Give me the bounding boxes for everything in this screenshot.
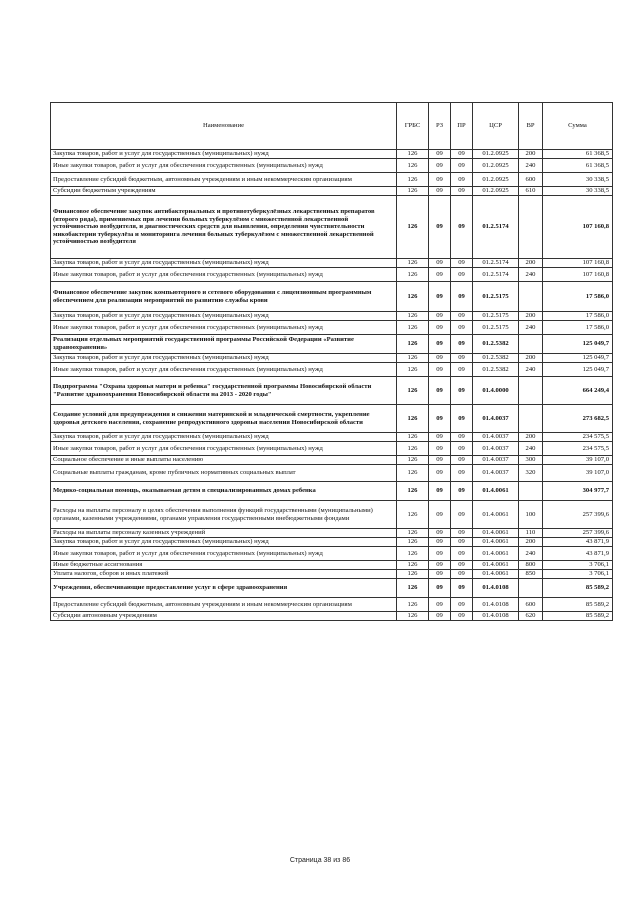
- row-vr: 850: [519, 570, 543, 579]
- table-row: [51, 354, 613, 363]
- row-vr: 200: [519, 354, 543, 363]
- row-pr: 09: [451, 501, 473, 529]
- row-name: Субсидии автономным учреждениям: [51, 612, 397, 621]
- header-sum: Сумма: [543, 103, 613, 150]
- row-csr: 01.2.5174: [473, 196, 519, 259]
- row-grbs: 126: [397, 354, 429, 363]
- row-rz: 09: [429, 561, 451, 570]
- row-sum: 664 249,4: [543, 377, 613, 405]
- row-sum: 85 589,2: [543, 598, 613, 612]
- header-vr: ВР: [519, 103, 543, 150]
- row-vr: 600: [519, 598, 543, 612]
- row-name: Расходы на выплаты персоналу казенных учреждений: [51, 529, 397, 538]
- row-rz: 09: [429, 282, 451, 312]
- row-grbs: 126: [397, 529, 429, 538]
- row-pr: 09: [451, 196, 473, 259]
- row-grbs: 126: [397, 501, 429, 529]
- row-rz: 09: [429, 335, 451, 354]
- row-sum: 85 589,2: [543, 579, 613, 598]
- row-pr: 09: [451, 187, 473, 196]
- row-csr: 01.2.5174: [473, 259, 519, 268]
- row-grbs: 126: [397, 196, 429, 259]
- row-vr: 100: [519, 501, 543, 529]
- row-sum: 257 399,6: [543, 529, 613, 538]
- row-name: Закупка товаров, работ и услуг для государственных (муниципальных) нужд: [51, 354, 397, 363]
- row-rz: 09: [429, 612, 451, 621]
- row-vr: 200: [519, 150, 543, 159]
- row-name: Подпрограмма "Охрана здоровья матери и ребенка" государственной программы Новосибирской области "Развитие здравоохранения Новосибирской области на 2013 - 2020 годы": [51, 377, 397, 405]
- row-name: Медико-социальная помощь, оказываемая детям в специализированных домах ребенка: [51, 482, 397, 501]
- row-name: Иные закупки товаров, работ и услуг для обеспечения государственных (муниципальных) нужд: [51, 547, 397, 561]
- row-vr: 240: [519, 363, 543, 377]
- row-csr: 01.2.5382: [473, 363, 519, 377]
- row-pr: 09: [451, 538, 473, 547]
- row-name: Финансовое обеспечение закупок компьютерного и сетевого оборудования с лицензионным программным обеспечением для реализации мероприятий по развитию службы крови: [51, 282, 397, 312]
- row-grbs: 126: [397, 579, 429, 598]
- row-name: Иные закупки товаров, работ и услуг для обеспечения государственных (муниципальных) нужд: [51, 268, 397, 282]
- row-grbs: 126: [397, 259, 429, 268]
- row-csr: 01.4.0108: [473, 579, 519, 598]
- row-vr: 320: [519, 465, 543, 482]
- row-rz: 09: [429, 465, 451, 482]
- row-name: Социальное обеспечение и иные выплаты населению: [51, 456, 397, 465]
- budget-table: [50, 102, 613, 621]
- row-rz: 09: [429, 159, 451, 173]
- table-row: [51, 538, 613, 547]
- table-row: [51, 561, 613, 570]
- row-grbs: 126: [397, 433, 429, 442]
- row-name: Закупка товаров, работ и услуг для государственных (муниципальных) нужд: [51, 433, 397, 442]
- row-sum: 125 049,7: [543, 354, 613, 363]
- row-name: Финансовое обеспечение закупок антибактериальных и противотуберкулёзных лекарственных препаратов (второго ряда), применяемых при лечении больных туберкулёзом с множественной лекарственной устойчивостью возбудителя, и диагностических средств для выявления, определения чувствительности микобактерии туберкулёза и мониторинга лечения больных туберкулёзом с множественной лекарственной устойчивостью возбудителя: [51, 196, 397, 259]
- table-row: [51, 363, 613, 377]
- row-grbs: 126: [397, 442, 429, 456]
- row-csr: 01.4.0037: [473, 433, 519, 442]
- row-csr: 01.4.0061: [473, 501, 519, 529]
- table-row: [51, 482, 613, 501]
- row-rz: 09: [429, 570, 451, 579]
- row-pr: 09: [451, 259, 473, 268]
- table-row: [51, 598, 613, 612]
- row-pr: 09: [451, 456, 473, 465]
- row-grbs: 126: [397, 538, 429, 547]
- row-csr: 01.4.0037: [473, 456, 519, 465]
- row-pr: 09: [451, 159, 473, 173]
- row-grbs: 126: [397, 456, 429, 465]
- row-csr: 01.4.0037: [473, 442, 519, 456]
- row-grbs: 126: [397, 335, 429, 354]
- row-sum: 273 682,5: [543, 405, 613, 433]
- row-pr: 09: [451, 612, 473, 621]
- table-row: [51, 465, 613, 482]
- row-vr: [519, 282, 543, 312]
- row-name: Учреждения, обеспечивающие предоставление услуг в сфере здравоохранения: [51, 579, 397, 598]
- row-rz: 09: [429, 377, 451, 405]
- table-row: [51, 442, 613, 456]
- table-row: [51, 570, 613, 579]
- table-row: [51, 612, 613, 621]
- row-pr: 09: [451, 598, 473, 612]
- row-name: Уплата налогов, сборов и иных платежей: [51, 570, 397, 579]
- row-csr: 01.2.5382: [473, 354, 519, 363]
- row-rz: 09: [429, 433, 451, 442]
- row-vr: 200: [519, 538, 543, 547]
- row-sum: 125 049,7: [543, 363, 613, 377]
- row-sum: 85 589,2: [543, 612, 613, 621]
- row-pr: 09: [451, 354, 473, 363]
- row-grbs: 126: [397, 187, 429, 196]
- row-grbs: 126: [397, 282, 429, 312]
- row-csr: 01.4.0000: [473, 377, 519, 405]
- row-csr: 01.4.0061: [473, 547, 519, 561]
- row-rz: 09: [429, 187, 451, 196]
- row-vr: [519, 405, 543, 433]
- table-row: [51, 547, 613, 561]
- row-vr: 240: [519, 547, 543, 561]
- row-name: Иные бюджетные ассигнования: [51, 561, 397, 570]
- row-name: Иные закупки товаров, работ и услуг для обеспечения государственных (муниципальных) нужд: [51, 321, 397, 335]
- row-vr: [519, 377, 543, 405]
- row-csr: 01.2.5174: [473, 268, 519, 282]
- row-sum: 43 871,9: [543, 538, 613, 547]
- row-pr: 09: [451, 312, 473, 321]
- row-name: Иные закупки товаров, работ и услуг для обеспечения государственных (муниципальных) нужд: [51, 442, 397, 456]
- row-rz: 09: [429, 321, 451, 335]
- row-grbs: 126: [397, 321, 429, 335]
- row-pr: 09: [451, 433, 473, 442]
- row-pr: 09: [451, 363, 473, 377]
- row-grbs: 126: [397, 612, 429, 621]
- row-vr: 240: [519, 268, 543, 282]
- row-pr: 09: [451, 465, 473, 482]
- table-row: [51, 433, 613, 442]
- row-grbs: 126: [397, 561, 429, 570]
- row-rz: 09: [429, 529, 451, 538]
- row-name: Иные закупки товаров, работ и услуг для обеспечения государственных (муниципальных) нужд: [51, 363, 397, 377]
- table-row: [51, 456, 613, 465]
- row-vr: 620: [519, 612, 543, 621]
- row-vr: [519, 196, 543, 259]
- row-csr: 01.4.0061: [473, 538, 519, 547]
- row-rz: 09: [429, 354, 451, 363]
- row-csr: 01.2.5175: [473, 312, 519, 321]
- row-vr: 240: [519, 159, 543, 173]
- row-vr: 200: [519, 259, 543, 268]
- row-grbs: 126: [397, 150, 429, 159]
- table-row: [51, 312, 613, 321]
- row-csr: 01.4.0108: [473, 598, 519, 612]
- table-row: [51, 501, 613, 529]
- row-rz: 09: [429, 259, 451, 268]
- row-pr: 09: [451, 579, 473, 598]
- row-vr: 800: [519, 561, 543, 570]
- row-sum: 107 160,8: [543, 259, 613, 268]
- row-pr: 09: [451, 482, 473, 501]
- row-csr: 01.4.0108: [473, 612, 519, 621]
- row-pr: 09: [451, 570, 473, 579]
- row-vr: [519, 482, 543, 501]
- row-rz: 09: [429, 579, 451, 598]
- row-sum: 61 368,5: [543, 150, 613, 159]
- row-name: Создание условий для предупреждения и снижения материнской и младенческой смертности, укрепление здоровья детского населения, сохранение репродуктивного здоровья населения Новосибирской области: [51, 405, 397, 433]
- table-row: [51, 282, 613, 312]
- row-grbs: 126: [397, 482, 429, 501]
- row-pr: 09: [451, 268, 473, 282]
- row-grbs: 126: [397, 268, 429, 282]
- table-row: [51, 187, 613, 196]
- row-vr: 300: [519, 456, 543, 465]
- table-row: [51, 150, 613, 159]
- row-sum: 125 049,7: [543, 335, 613, 354]
- row-rz: 09: [429, 268, 451, 282]
- row-pr: 09: [451, 377, 473, 405]
- row-sum: 3 706,1: [543, 561, 613, 570]
- table-row: [51, 159, 613, 173]
- row-sum: 39 107,0: [543, 465, 613, 482]
- row-pr: 09: [451, 405, 473, 433]
- row-name: Предоставление субсидий бюджетным, автономным учреждениям и иным некоммерческим организациям: [51, 598, 397, 612]
- page-number: Страница 38 из 86: [289, 857, 351, 864]
- row-grbs: 126: [397, 377, 429, 405]
- row-csr: 01.2.0925: [473, 173, 519, 187]
- row-vr: 110: [519, 529, 543, 538]
- row-rz: 09: [429, 456, 451, 465]
- row-csr: 01.4.0037: [473, 465, 519, 482]
- row-vr: 200: [519, 433, 543, 442]
- row-sum: 30 338,5: [543, 187, 613, 196]
- row-grbs: 126: [397, 465, 429, 482]
- table-row: [51, 321, 613, 335]
- table-header-row: [51, 103, 613, 150]
- row-pr: 09: [451, 282, 473, 312]
- row-pr: 09: [451, 529, 473, 538]
- table-row: [51, 377, 613, 405]
- row-grbs: 126: [397, 363, 429, 377]
- row-pr: 09: [451, 547, 473, 561]
- row-pr: 09: [451, 442, 473, 456]
- row-name: Закупка товаров, работ и услуг для государственных (муниципальных) нужд: [51, 259, 397, 268]
- table-body: [51, 150, 613, 621]
- header-name: Наименование: [51, 103, 397, 150]
- row-grbs: 126: [397, 312, 429, 321]
- row-rz: 09: [429, 150, 451, 159]
- table-row: [51, 529, 613, 538]
- row-name: Закупка товаров, работ и услуг для государственных (муниципальных) нужд: [51, 312, 397, 321]
- row-rz: 09: [429, 501, 451, 529]
- row-rz: 09: [429, 173, 451, 187]
- row-rz: 09: [429, 538, 451, 547]
- header-csr: ЦСР: [473, 103, 519, 150]
- row-sum: 43 871,9: [543, 547, 613, 561]
- row-grbs: 126: [397, 570, 429, 579]
- row-vr: [519, 579, 543, 598]
- header-pr: ПР: [451, 103, 473, 150]
- row-csr: 01.2.0925: [473, 150, 519, 159]
- row-sum: 304 977,7: [543, 482, 613, 501]
- row-vr: 240: [519, 442, 543, 456]
- row-rz: 09: [429, 547, 451, 561]
- row-sum: 234 575,5: [543, 433, 613, 442]
- header-grbs: ГРБС: [397, 103, 429, 150]
- row-pr: 09: [451, 173, 473, 187]
- header-rz: РЗ: [429, 103, 451, 150]
- row-grbs: 126: [397, 547, 429, 561]
- row-pr: 09: [451, 150, 473, 159]
- row-sum: 3 706,1: [543, 570, 613, 579]
- row-grbs: 126: [397, 598, 429, 612]
- row-name: Социальные выплаты гражданам, кроме публичных нормативных социальных выплат: [51, 465, 397, 482]
- table-row: [51, 196, 613, 259]
- row-rz: 09: [429, 405, 451, 433]
- row-name: Закупка товаров, работ и услуг для государственных (муниципальных) нужд: [51, 150, 397, 159]
- row-sum: 30 338,5: [543, 173, 613, 187]
- row-rz: 09: [429, 312, 451, 321]
- table-row: [51, 579, 613, 598]
- row-vr: 610: [519, 187, 543, 196]
- row-sum: 257 399,6: [543, 501, 613, 529]
- row-csr: 01.2.0925: [473, 159, 519, 173]
- row-csr: 01.2.5175: [473, 321, 519, 335]
- row-name: Реализация отдельных мероприятий государственной программы Российской Федерации «Развитие здравоохранения»: [51, 335, 397, 354]
- row-sum: 107 160,8: [543, 268, 613, 282]
- row-grbs: 126: [397, 159, 429, 173]
- row-csr: 01.4.0061: [473, 529, 519, 538]
- row-sum: 17 586,0: [543, 282, 613, 312]
- row-rz: 09: [429, 598, 451, 612]
- row-vr: 600: [519, 173, 543, 187]
- row-pr: 09: [451, 321, 473, 335]
- table-row: [51, 173, 613, 187]
- row-sum: 61 368,5: [543, 159, 613, 173]
- row-vr: [519, 335, 543, 354]
- row-name: Иные закупки товаров, работ и услуг для обеспечения государственных (муниципальных) нужд: [51, 159, 397, 173]
- row-sum: 234 575,5: [543, 442, 613, 456]
- table-row: [51, 259, 613, 268]
- row-csr: 01.2.5175: [473, 282, 519, 312]
- table-row: [51, 405, 613, 433]
- row-sum: 17 586,0: [543, 312, 613, 321]
- table-row: [51, 335, 613, 354]
- row-vr: 240: [519, 321, 543, 335]
- row-name: Предоставление субсидий бюджетным, автономным учреждениям и иным некоммерческим организациям: [51, 173, 397, 187]
- row-grbs: 126: [397, 173, 429, 187]
- row-pr: 09: [451, 561, 473, 570]
- row-name: Расходы на выплаты персоналу в целях обеспечения выполнения функций государственными (муниципальными) органами, казенными учреждениями, органами управления государственными внебюджетными фондами: [51, 501, 397, 529]
- row-csr: 01.4.0061: [473, 482, 519, 501]
- row-rz: 09: [429, 442, 451, 456]
- table-row: [51, 268, 613, 282]
- row-csr: 01.2.0925: [473, 187, 519, 196]
- row-rz: 09: [429, 196, 451, 259]
- row-pr: 09: [451, 335, 473, 354]
- row-csr: 01.4.0061: [473, 561, 519, 570]
- row-sum: 39 107,0: [543, 456, 613, 465]
- row-grbs: 126: [397, 405, 429, 433]
- row-vr: 200: [519, 312, 543, 321]
- row-sum: 107 160,8: [543, 196, 613, 259]
- row-sum: 17 586,0: [543, 321, 613, 335]
- row-name: Закупка товаров, работ и услуг для государственных (муниципальных) нужд: [51, 538, 397, 547]
- row-rz: 09: [429, 363, 451, 377]
- row-name: Субсидии бюджетным учреждениям: [51, 187, 397, 196]
- row-csr: 01.4.0061: [473, 570, 519, 579]
- row-rz: 09: [429, 482, 451, 501]
- row-csr: 01.2.5382: [473, 335, 519, 354]
- row-csr: 01.4.0037: [473, 405, 519, 433]
